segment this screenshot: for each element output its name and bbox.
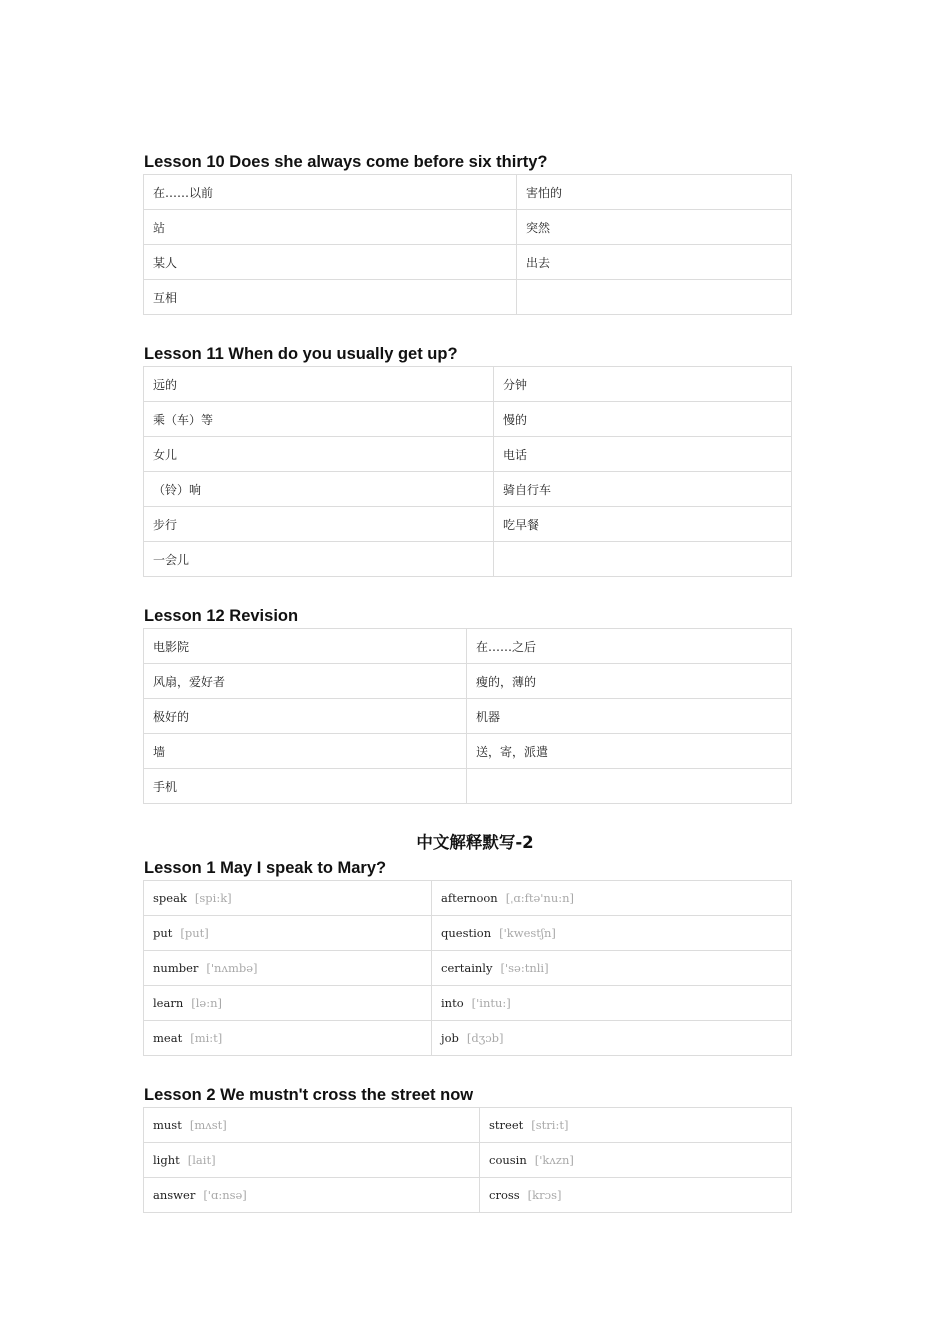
table-cell [144,1178,480,1213]
table-row [144,175,792,210]
table-cell [467,629,792,664]
chinese-term: 在……以前 [153,185,214,200]
table-cell [144,734,467,769]
table-cell [480,1143,792,1178]
table-row [144,367,792,402]
table-cell [144,175,517,210]
table-cell [144,280,517,315]
chinese-term: 吃早餐 [503,517,540,532]
table-row [144,1108,792,1143]
chinese-term: 风扇，爱好者 [153,674,226,689]
chinese-term: 某人 [153,255,178,270]
chinese-term: 一会儿 [153,552,190,567]
table-cell [494,437,792,472]
english-word: question [441,926,492,940]
table-cell [494,507,792,542]
table-row [144,245,792,280]
table-row [144,916,792,951]
table-cell [494,367,792,402]
lesson-11-table [143,366,792,577]
table-cell [144,916,432,951]
table-row [144,734,792,769]
table-row [144,664,792,699]
english-word: job [441,1031,459,1045]
table-cell-empty [467,769,792,804]
english-word: street [489,1118,524,1132]
table-cell [144,699,467,734]
lesson-10-title: Lesson 10 Does she always come before six thirty? [144,153,548,171]
phonetic: [put] [180,926,209,940]
table-cell-empty [517,280,792,315]
table-row [144,1021,792,1056]
table-cell [144,629,467,664]
chinese-term: 在……之后 [476,639,537,654]
chinese-term: 女儿 [153,447,178,462]
chinese-term: 慢的 [503,412,528,427]
chinese-term: 电影院 [153,639,190,654]
chinese-term: 极好的 [153,709,190,724]
lesson-10-table [143,174,792,315]
table-row [144,402,792,437]
phonetic: [ˌɑ:ftə'nu:n] [505,891,575,905]
chinese-term: 互相 [153,290,178,305]
chinese-term: 电话 [503,447,528,462]
table-cell [432,1021,792,1056]
table-row [144,986,792,1021]
phonetic: ['kʌzn] [534,1153,574,1167]
table-cell [144,881,432,916]
english-word: cross [489,1188,520,1202]
phonetic: ['intu:] [471,996,511,1010]
table-row [144,629,792,664]
chinese-term: 站 [153,220,166,235]
chinese-term: 分钟 [503,377,528,392]
phonetic: ['ɑ:nsə] [203,1188,247,1202]
chinese-term: 送，寄，派遣 [476,744,549,759]
chinese-term: 出去 [526,255,551,270]
table-cell [467,664,792,699]
table-row [144,1143,792,1178]
table-cell [432,986,792,1021]
lesson-1-title: Lesson 1 May I speak to Mary? [144,859,387,877]
lesson-2-table [143,1107,792,1213]
english-word: into [441,996,464,1010]
english-word: light [153,1153,180,1167]
table-cell [144,367,494,402]
table-row [144,542,792,577]
phonetic: [mi:t] [190,1031,223,1045]
english-word: put [153,926,173,940]
lesson-1-table [143,880,792,1056]
page-heading: 中文解释默写-2 [416,833,534,852]
phonetic: [stri:t] [531,1118,569,1132]
table-cell [480,1178,792,1213]
chinese-term: 害怕的 [526,185,563,200]
table-row [144,210,792,245]
table-row [144,437,792,472]
table-cell-empty [494,542,792,577]
english-word: answer [153,1188,196,1202]
phonetic: [krɔs] [527,1188,562,1202]
table-cell [144,1108,480,1143]
phonetic: ['sə:tnli] [500,961,549,975]
phonetic: [lə:n] [191,996,222,1010]
english-word: number [153,961,199,975]
phonetic: ['kwestʃn] [499,926,556,940]
chinese-term: 墙 [153,744,166,759]
table-cell [144,507,494,542]
chinese-term: 机器 [476,709,501,724]
chinese-term: （铃）响 [153,482,202,497]
phonetic: ['nʌmbə] [206,961,258,975]
table-cell [144,472,494,507]
table-cell [144,402,494,437]
table-row [144,769,792,804]
chinese-term: 步行 [153,517,178,532]
chinese-term: 骑自行车 [503,482,552,497]
table-cell [144,542,494,577]
english-word: certainly [441,961,493,975]
table-row [144,951,792,986]
table-cell [144,769,467,804]
english-word: must [153,1118,182,1132]
table-cell [517,175,792,210]
table-row [144,1178,792,1213]
table-row [144,699,792,734]
table-cell [494,472,792,507]
table-cell [144,664,467,699]
table-row [144,280,792,315]
table-cell [467,734,792,769]
table-cell [144,951,432,986]
chinese-term: 手机 [153,779,178,794]
english-word: speak [153,891,187,905]
table-cell [144,986,432,1021]
phonetic: [mʌst] [189,1118,227,1132]
table-cell [144,1021,432,1056]
table-cell [144,245,517,280]
lesson-12-table [143,628,792,804]
phonetic: [lait] [187,1153,216,1167]
table-cell [480,1108,792,1143]
lesson-12-title: Lesson 12 Revision [144,607,299,625]
table-cell [432,881,792,916]
chinese-term: 瘦的，薄的 [476,674,537,689]
chinese-term: 远的 [153,377,178,392]
table-cell [432,916,792,951]
lesson-2-title: Lesson 2 We mustn't cross the street now [144,1086,474,1104]
table-cell [494,402,792,437]
table-cell [517,210,792,245]
table-row [144,881,792,916]
table-cell [144,210,517,245]
table-cell [144,437,494,472]
phonetic: [dʒɔb] [466,1031,504,1045]
chinese-term: 乘（车）等 [153,412,214,427]
table-cell [467,699,792,734]
english-word: meat [153,1031,183,1045]
english-word: cousin [489,1153,527,1167]
table-cell [432,951,792,986]
table-cell [517,245,792,280]
table-row [144,472,792,507]
table-cell [144,1143,480,1178]
english-word: learn [153,996,184,1010]
chinese-term: 突然 [526,220,551,235]
lesson-11-title: Lesson 11 When do you usually get up? [144,345,458,363]
phonetic: [spi:k] [194,891,232,905]
table-row [144,507,792,542]
english-word: afternoon [441,891,498,905]
